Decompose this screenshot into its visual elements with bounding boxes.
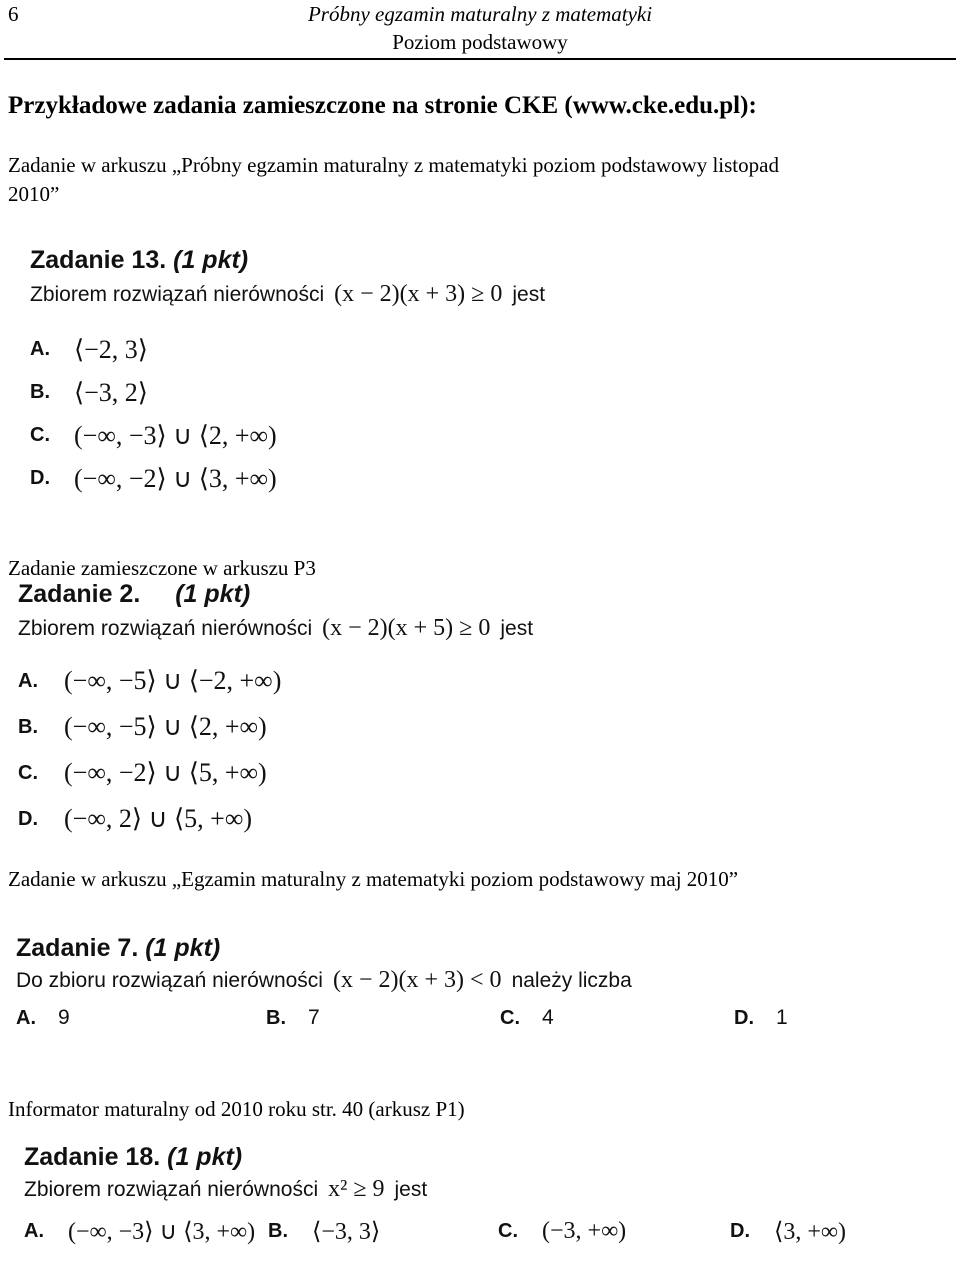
option-letter: D.: [30, 467, 50, 489]
task-7: [16, 934, 814, 1030]
section1-intro-line1: Zadanie w arkuszu „Próbny egzamin maturalny z matematyki poziom podstawowy listopad: [8, 153, 779, 177]
task-7-title-text: Zadanie 7.: [16, 934, 139, 962]
option-value: (−∞, −5⟩ ∪ ⟨−2, +∞): [64, 666, 282, 695]
section4-intro: Informator maturalny od 2010 roku str. 40 (arkusz P1): [8, 1097, 465, 1121]
task-18-option-c: [498, 1218, 730, 1245]
task-2-option-a: [18, 658, 533, 704]
task-2-option-c: [18, 750, 533, 796]
task-2: [18, 580, 533, 842]
task-7-option-a: [16, 1006, 266, 1030]
task-18: [24, 1143, 880, 1246]
option-value: ⟨−2, 3⟩: [74, 334, 148, 364]
task-13-option-a: [30, 328, 545, 371]
task-13-option-b: [30, 371, 545, 414]
option-letter: A.: [16, 1006, 36, 1029]
task-13-question: Zbiorem rozwiązań nierówności: [30, 282, 325, 306]
task-13-option-d: [30, 457, 545, 500]
section3-intro: Zadanie w arkuszu „Egzamin maturalny z matematyki poziom podstawowy maj 2010”: [8, 867, 739, 891]
section1-intro-line2: 2010”: [8, 182, 60, 206]
option-letter: C.: [30, 424, 50, 446]
task-2-title-text: Zadanie 2.: [18, 580, 141, 608]
option-letter: D.: [734, 1006, 754, 1029]
task-13: [30, 246, 545, 500]
task-7-expression: (x − 2)(x + 3) < 0: [332, 967, 502, 993]
option-value: ⟨−3, 3⟩: [312, 1219, 381, 1245]
task-2-suffix: jest: [500, 616, 534, 640]
task-18-options: [24, 1217, 880, 1246]
task-18-option-a: [24, 1217, 268, 1246]
header-subtitle: Poziom podstawowy: [392, 30, 568, 54]
option-letter: B.: [18, 715, 38, 738]
task-2-points: (1 pkt): [175, 580, 251, 608]
task-13-question-row: [30, 281, 545, 308]
page-number: 6: [8, 2, 19, 26]
task-7-option-c: [500, 1006, 734, 1030]
task-2-option-b: [18, 704, 533, 750]
task-7-suffix: należy liczba: [511, 968, 632, 992]
header-divider: [4, 58, 956, 60]
option-value: (−∞, 2⟩ ∪ ⟨5, +∞): [64, 804, 253, 833]
option-value: (−3, +∞): [542, 1218, 627, 1244]
task-7-question: Do zbioru rozwiązań nierówności: [16, 968, 323, 992]
option-value: (−∞, −2⟩ ∪ ⟨5, +∞): [64, 758, 267, 787]
task-7-option-b: [266, 1006, 500, 1030]
option-letter: A.: [30, 338, 50, 360]
option-value: (−∞, −3⟩ ∪ ⟨2, +∞): [74, 420, 277, 450]
option-letter: B.: [30, 381, 50, 403]
task-7-question-row: [16, 967, 814, 994]
task-2-expression: (x − 2)(x + 5) ≥ 0: [322, 615, 491, 641]
task-13-title-text: Zadanie 13.: [30, 246, 167, 274]
option-letter: A.: [24, 1220, 44, 1242]
task-13-suffix: jest: [512, 282, 546, 306]
task-2-question-row: [18, 615, 533, 642]
task-18-question: Zbiorem rozwiązań nierówności: [24, 1177, 319, 1201]
task-18-suffix: jest: [394, 1177, 428, 1201]
task-18-title-text: Zadanie 18.: [24, 1143, 161, 1171]
task-18-option-d: [730, 1217, 880, 1246]
option-letter: C.: [18, 761, 38, 784]
task-13-expression: (x − 2)(x + 3) ≥ 0: [334, 281, 503, 307]
task-13-option-c: [30, 414, 545, 457]
option-value: 9: [58, 1006, 70, 1029]
option-letter: B.: [266, 1006, 286, 1029]
option-value: ⟨−3, 2⟩: [74, 377, 148, 407]
option-letter: C.: [500, 1006, 520, 1029]
section-heading: Przykładowe zadania zamieszczone na stronie CKE (www.cke.edu.pl):: [8, 92, 757, 119]
task-2-option-d: [18, 796, 533, 842]
task-18-points: (1 pkt): [167, 1143, 243, 1171]
task-18-option-b: [268, 1217, 498, 1246]
option-value: (−∞, −3⟩ ∪ ⟨3, +∞): [68, 1219, 256, 1245]
task-18-expression: x² ≥ 9: [328, 1176, 385, 1202]
option-value: 4: [542, 1006, 554, 1029]
task-18-question-row: [24, 1176, 880, 1203]
task-2-question: Zbiorem rozwiązań nierówności: [18, 616, 313, 640]
task-18-title: [24, 1143, 880, 1172]
task-7-option-d: [734, 1006, 814, 1030]
option-letter: D.: [18, 807, 38, 830]
task-7-options: [16, 1006, 814, 1030]
option-value: ⟨3, +∞): [774, 1219, 846, 1245]
task-13-title: [30, 246, 545, 275]
section2-intro: Zadanie zamieszczone w arkuszu P3: [8, 556, 316, 580]
option-letter: B.: [268, 1220, 288, 1242]
header-title: Próbny egzamin maturalny z matematyki: [307, 2, 653, 26]
option-value: (−∞, −5⟩ ∪ ⟨2, +∞): [64, 712, 267, 741]
option-value: 1: [776, 1006, 788, 1029]
option-value: 7: [308, 1006, 320, 1029]
option-letter: D.: [730, 1220, 750, 1242]
task-7-title: [16, 934, 814, 963]
task-7-points: (1 pkt): [145, 934, 221, 962]
option-letter: A.: [18, 669, 38, 692]
task-13-points: (1 pkt): [173, 246, 249, 274]
task-2-title: [18, 580, 533, 609]
option-value: (−∞, −2⟩ ∪ ⟨3, +∞): [74, 463, 277, 493]
option-letter: C.: [498, 1220, 518, 1242]
